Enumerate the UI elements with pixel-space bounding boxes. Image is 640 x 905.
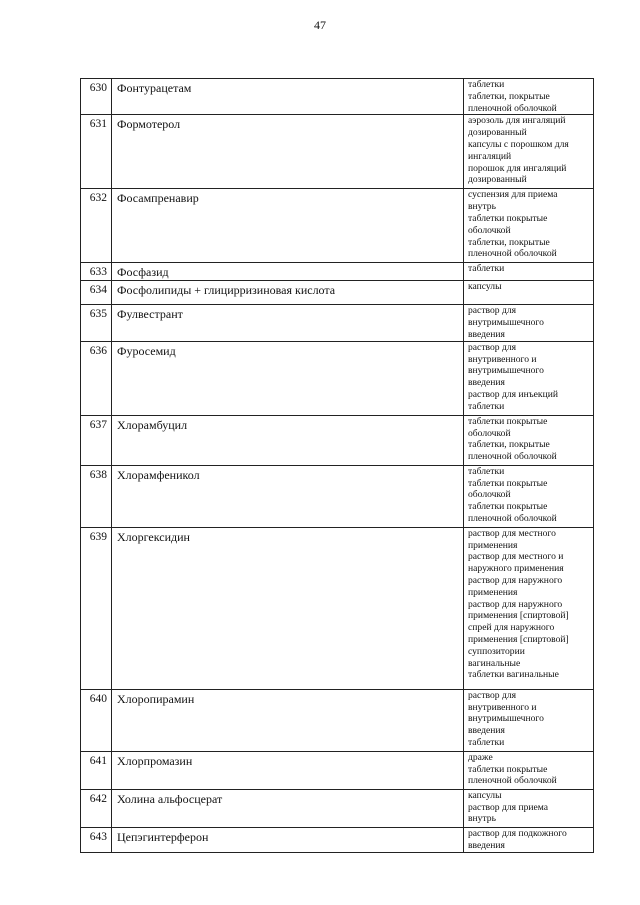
dosage-form-line: раствор для — [468, 341, 517, 353]
dosage-form-line: таблетки — [468, 79, 505, 90]
table-row — [81, 115, 594, 189]
table-row — [81, 751, 594, 789]
dosage-form-line: пленочной оболочкой — [468, 248, 557, 260]
dosage-form-line: суспензия для приема — [468, 189, 558, 201]
drug-name: Хлоропирамин — [112, 689, 464, 751]
dosage-form-line: пленочной оболочкой — [468, 102, 557, 114]
dosage-form-line: оболочкой — [468, 427, 511, 439]
dosage-form-line: дозированный — [468, 174, 527, 186]
dosage-forms — [464, 115, 594, 189]
table-row — [81, 415, 594, 465]
table-row — [81, 465, 594, 527]
drug-name: Фосампренавир — [112, 189, 464, 263]
row-number: 632 — [81, 189, 112, 263]
dosage-forms — [464, 305, 594, 341]
dosage-form-line: введения — [468, 839, 505, 851]
dosage-form-line: внутрь — [468, 813, 496, 825]
dosage-form-line: капсулы — [468, 789, 502, 801]
dosage-form-line: суппозитории — [468, 645, 525, 657]
row-number: 630 — [81, 79, 112, 115]
row-number: 640 — [81, 689, 112, 751]
dosage-form-line: ингаляций — [468, 150, 512, 162]
table-row — [81, 79, 594, 115]
dosage-form-line: таблетки, покрытые — [468, 236, 550, 248]
dosage-form-line: внутримышечного — [468, 317, 544, 329]
dosage-form-line: таблетки покрытые — [468, 501, 548, 513]
table-row — [81, 281, 594, 305]
dosage-form-line: внутрь — [468, 201, 496, 213]
dosage-form-line: раствор для приема — [468, 801, 549, 813]
dosage-form-line: таблетки — [468, 465, 505, 477]
dosage-form-line: раствор для инъекций — [468, 388, 558, 400]
dosage-form-line: внутривенного и — [468, 701, 537, 713]
dosage-form-line: оболочкой — [468, 489, 511, 501]
row-number: 639 — [81, 527, 112, 689]
dosage-form-line: наружного применения — [468, 563, 564, 575]
drug-name: Формотерол — [112, 115, 464, 189]
drug-name: Цепэгинтерферон — [112, 827, 464, 852]
row-number: 637 — [81, 415, 112, 465]
dosage-form-line: дозированный — [468, 127, 527, 139]
dosage-form-line: введения — [468, 328, 505, 340]
row-number: 636 — [81, 341, 112, 415]
dosage-form-line: применения — [468, 586, 518, 598]
dosage-form-line: таблетки покрытые — [468, 477, 548, 489]
table-row — [81, 341, 594, 415]
dosage-form-line: таблетки покрытые — [468, 763, 548, 775]
dosage-form-line: таблетки, покрытые — [468, 90, 550, 102]
dosage-form-line: таблетки — [468, 263, 505, 275]
dosage-form-line: внутривенного и — [468, 353, 537, 365]
dosage-form-line: аэрозоль для ингаляций — [468, 115, 566, 127]
dosage-form-line: раствор для наружного — [468, 598, 563, 610]
row-number: 642 — [81, 789, 112, 827]
dosage-form-line: вагинальные — [468, 657, 521, 669]
drug-name: Фуросемид — [112, 341, 464, 415]
dosage-form-line: пленочной оболочкой — [468, 775, 557, 787]
dosage-form-line: раствор для — [468, 689, 517, 701]
drug-table — [80, 78, 594, 853]
drug-name: Фосфолипиды + глицирризиновая кислота — [112, 281, 464, 305]
dosage-form-line: таблетки — [468, 736, 505, 748]
dosage-forms — [464, 527, 594, 689]
drug-name: Хлорпромазин — [112, 751, 464, 789]
table-row — [81, 789, 594, 827]
drug-name: Холина альфосцерат — [112, 789, 464, 827]
dosage-form-line: введения — [468, 377, 505, 389]
dosage-form-line: драже — [468, 751, 493, 763]
row-number: 641 — [81, 751, 112, 789]
row-number: 633 — [81, 263, 112, 281]
dosage-forms — [464, 79, 594, 115]
dosage-form-line: введения — [468, 725, 505, 737]
drug-name: Фосфазид — [112, 263, 464, 281]
table-row — [81, 189, 594, 263]
row-number: 634 — [81, 281, 112, 305]
dosage-form-line: таблетки покрытые — [468, 415, 548, 427]
table-row — [81, 689, 594, 751]
drug-name: Фулвестрант — [112, 305, 464, 341]
dosage-form-line: пленочной оболочкой — [468, 451, 557, 463]
drug-name: Фонтурацетам — [112, 79, 464, 115]
drug-name: Хлоргексидин — [112, 527, 464, 689]
dosage-form-line: спрей для наружного — [468, 622, 555, 634]
dosage-form-line: раствор для наружного — [468, 574, 563, 586]
drug-name: Хлорамбуцил — [112, 415, 464, 465]
drug-table-body — [81, 79, 594, 853]
dosage-form-line: применения [спиртовой] — [468, 610, 569, 622]
dosage-form-line: порошок для ингаляций — [468, 162, 567, 174]
row-number: 635 — [81, 305, 112, 341]
dosage-form-line: раствор для местного — [468, 527, 556, 539]
dosage-form-line: раствор для подкожного — [468, 827, 567, 839]
table-row — [81, 827, 594, 852]
table-row — [81, 527, 594, 689]
dosage-form-line: раствор для местного и — [468, 551, 564, 563]
dosage-forms — [464, 189, 594, 263]
table-row — [81, 263, 594, 281]
dosage-forms — [464, 789, 594, 827]
dosage-form-line: таблетки покрытые — [468, 212, 548, 224]
dosage-form-line: внутримышечного — [468, 713, 544, 725]
dosage-form-line: капсулы — [468, 281, 502, 293]
dosage-form-line: применения [спиртовой] — [468, 633, 569, 645]
row-number: 631 — [81, 115, 112, 189]
dosage-form-line: применения — [468, 539, 518, 551]
dosage-forms — [464, 689, 594, 751]
dosage-form-line: таблетки — [468, 400, 505, 412]
dosage-form-line: таблетки вагинальные — [468, 669, 559, 681]
table-row — [81, 305, 594, 341]
row-number: 643 — [81, 827, 112, 852]
dosage-forms — [464, 751, 594, 789]
dosage-forms — [464, 827, 594, 852]
dosage-form-line: капсулы с порошком для — [468, 138, 569, 150]
row-number: 638 — [81, 465, 112, 527]
dosage-form-line: пленочной оболочкой — [468, 512, 557, 524]
dosage-forms — [464, 281, 594, 305]
dosage-forms — [464, 341, 594, 415]
dosage-forms — [464, 415, 594, 465]
page-number: 47 — [314, 18, 326, 32]
dosage-forms — [464, 465, 594, 527]
dosage-form-line: раствор для — [468, 305, 517, 317]
drug-name: Хлорамфеникол — [112, 465, 464, 527]
dosage-forms — [464, 263, 594, 281]
dosage-form-line: внутримышечного — [468, 365, 544, 377]
dosage-form-line: таблетки, покрытые — [468, 439, 550, 451]
dosage-form-line: оболочкой — [468, 224, 511, 236]
